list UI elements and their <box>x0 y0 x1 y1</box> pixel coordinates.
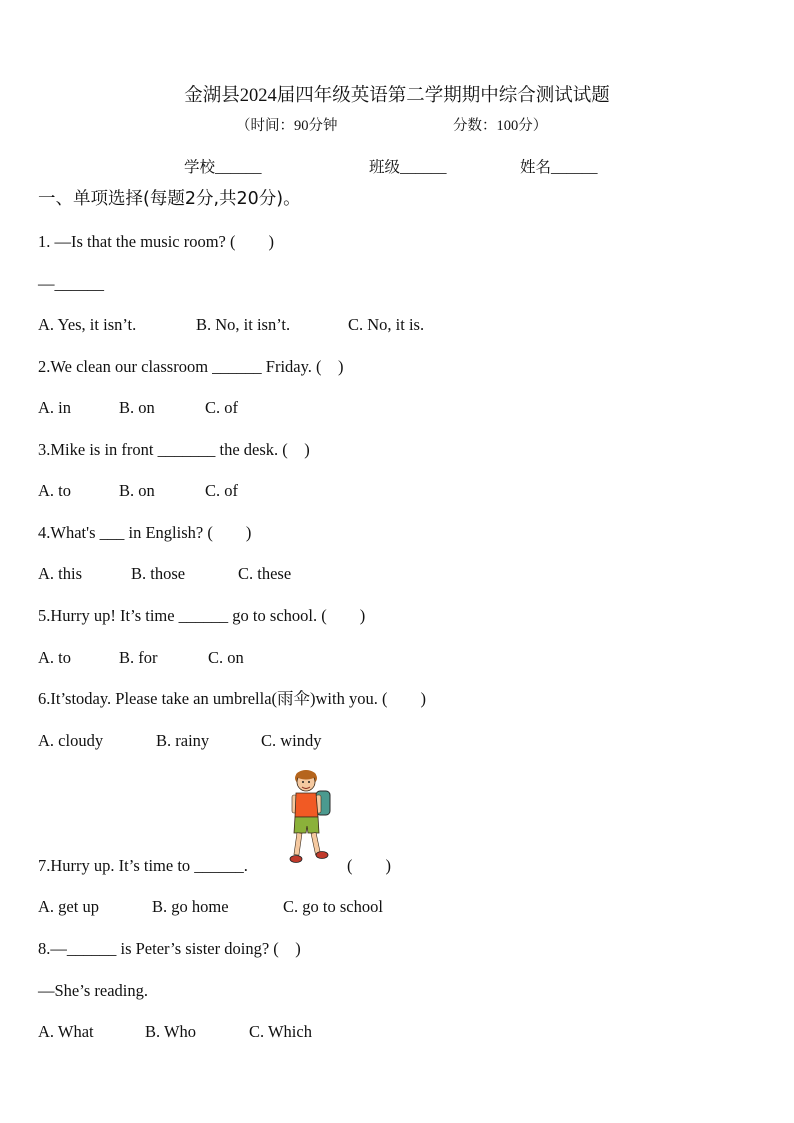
question-7-paren: ( ) <box>347 856 391 875</box>
exam-score: 分数：100分） <box>453 118 548 134</box>
section-heading: 一、单项选择(每题2分,共20分)。 <box>38 189 301 209</box>
option: A. get up <box>38 897 99 916</box>
option: B. go home <box>152 897 229 916</box>
question-1-answer-line: —______ <box>38 274 104 293</box>
option: B. No, it isn’t. <box>196 315 291 334</box>
page-title: 金湖县2024届四年级英语第二学期期中综合测试试题 <box>184 86 610 106</box>
boy-with-backpack-image <box>286 769 334 867</box>
question-3: 3.Mike is in front _______ the desk. ( ) <box>38 440 310 459</box>
option: B. on <box>119 481 155 500</box>
option: C. of <box>205 481 238 500</box>
option: C. these <box>238 564 292 583</box>
question-8: 8.—______ is Peter’s sister doing? ( ) <box>38 939 301 958</box>
option: C. of <box>205 398 238 417</box>
question-2: 2.We clean our classroom ______ Friday. ( ) <box>38 357 344 376</box>
school-field: 学校______ <box>184 159 262 176</box>
option: A. this <box>38 564 83 583</box>
question-6: 6.It’stoday. Please take an umbrella(雨伞)with you. ( ) <box>38 689 426 708</box>
option: A. to <box>38 481 71 500</box>
option: B. those <box>131 564 186 583</box>
option: A. cloudy <box>38 731 104 750</box>
question-5: 5.Hurry up! It’s time ______ go to school. ( ) <box>38 606 366 625</box>
option: B. rainy <box>156 731 210 750</box>
option: A. What <box>38 1022 94 1041</box>
option: C. go to school <box>283 897 383 916</box>
option: A. to <box>38 648 71 667</box>
exam-time: （时间：90分钟 <box>236 118 338 134</box>
option: C. on <box>208 648 244 667</box>
option: A. in <box>38 398 71 417</box>
option: C. Which <box>249 1022 312 1041</box>
question-1: 1. —Is that the music room? ( ) <box>38 232 274 251</box>
option: A. Yes, it isn’t. <box>38 315 137 334</box>
option: B. for <box>119 648 158 667</box>
option: B. Who <box>145 1022 197 1041</box>
question-8-answer: —She’s reading. <box>38 981 148 1000</box>
question-7: 7.Hurry up. It’s time to ______. <box>38 856 248 875</box>
option: C. windy <box>261 731 322 750</box>
class-field: 班级______ <box>369 159 447 176</box>
name-field: 姓名______ <box>520 159 598 176</box>
option: B. on <box>119 398 155 417</box>
question-4: 4.What's ___ in English? ( ) <box>38 523 252 542</box>
option: C. No, it is. <box>348 315 425 334</box>
